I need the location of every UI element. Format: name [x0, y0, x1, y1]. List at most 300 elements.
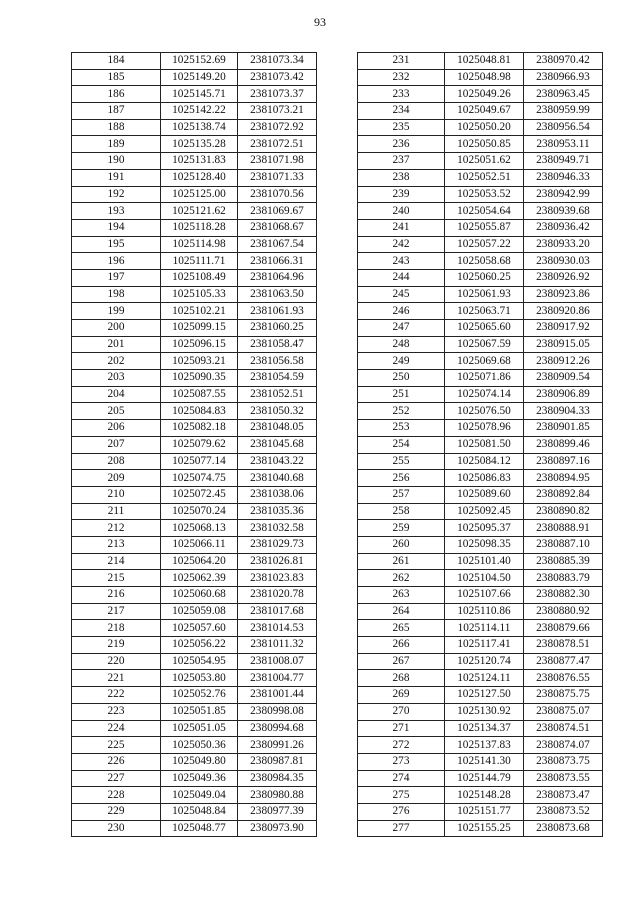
y-coordinate-cell: 2381001.44	[238, 687, 317, 704]
x-coordinate-cell: 1025064.20	[161, 553, 238, 570]
y-coordinate-cell: 2381073.21	[238, 103, 317, 120]
point-number-cell: 185	[72, 69, 161, 86]
y-coordinate-cell: 2380942.99	[524, 186, 603, 203]
y-coordinate-cell: 2380991.26	[238, 737, 317, 754]
point-number-cell: 265	[358, 620, 445, 637]
x-coordinate-cell: 1025049.67	[445, 103, 524, 120]
x-coordinate-cell: 1025060.68	[161, 587, 238, 604]
x-coordinate-cell: 1025114.11	[445, 620, 524, 637]
point-number-cell: 233	[358, 86, 445, 103]
table-row	[72, 353, 317, 370]
x-coordinate-cell: 1025135.28	[161, 136, 238, 153]
x-coordinate-cell: 1025050.20	[445, 119, 524, 136]
table-row	[72, 503, 317, 520]
x-coordinate-cell: 1025049.80	[161, 753, 238, 770]
y-coordinate-cell: 2380987.81	[238, 753, 317, 770]
point-number-cell: 213	[72, 536, 161, 553]
x-coordinate-cell: 1025055.87	[445, 219, 524, 236]
table-row	[358, 86, 603, 103]
y-coordinate-cell: 2381004.77	[238, 670, 317, 687]
table-row	[72, 820, 317, 837]
y-coordinate-cell: 2381052.51	[238, 386, 317, 403]
table-row	[72, 403, 317, 420]
table-row	[72, 687, 317, 704]
point-number-cell: 244	[358, 269, 445, 286]
x-coordinate-cell: 1025148.28	[445, 787, 524, 804]
x-coordinate-cell: 1025134.37	[445, 720, 524, 737]
y-coordinate-cell: 2381040.68	[238, 470, 317, 487]
point-number-cell: 271	[358, 720, 445, 737]
point-number-cell: 190	[72, 153, 161, 170]
x-coordinate-cell: 1025131.83	[161, 153, 238, 170]
table-row	[358, 236, 603, 253]
x-coordinate-cell: 1025048.98	[445, 69, 524, 86]
point-number-cell: 202	[72, 353, 161, 370]
point-number-cell: 205	[72, 403, 161, 420]
x-coordinate-cell: 1025108.49	[161, 269, 238, 286]
y-coordinate-cell: 2380920.86	[524, 303, 603, 320]
y-coordinate-cell: 2380970.42	[524, 53, 603, 70]
x-coordinate-cell: 1025138.74	[161, 119, 238, 136]
x-coordinate-cell: 1025142.22	[161, 103, 238, 120]
y-coordinate-cell: 2380873.75	[524, 753, 603, 770]
point-number-cell: 236	[358, 136, 445, 153]
coordinates-table-right-body	[358, 53, 603, 837]
x-coordinate-cell: 1025061.93	[445, 286, 524, 303]
point-number-cell: 259	[358, 520, 445, 537]
x-coordinate-cell: 1025063.71	[445, 303, 524, 320]
point-number-cell: 252	[358, 403, 445, 420]
y-coordinate-cell: 2381072.51	[238, 136, 317, 153]
table-row	[72, 336, 317, 353]
table-row	[358, 336, 603, 353]
y-coordinate-cell: 2380878.51	[524, 637, 603, 654]
table-row	[358, 620, 603, 637]
x-coordinate-cell: 1025060.25	[445, 269, 524, 286]
x-coordinate-cell: 1025130.92	[445, 703, 524, 720]
x-coordinate-cell: 1025054.95	[161, 653, 238, 670]
table-row	[358, 403, 603, 420]
table-row	[72, 753, 317, 770]
table-row	[72, 136, 317, 153]
table-row	[358, 370, 603, 387]
y-coordinate-cell: 2380892.84	[524, 486, 603, 503]
x-coordinate-cell: 1025051.62	[445, 153, 524, 170]
y-coordinate-cell: 2381067.54	[238, 236, 317, 253]
table-row	[72, 219, 317, 236]
table-row	[72, 587, 317, 604]
y-coordinate-cell: 2381056.58	[238, 353, 317, 370]
table-row	[72, 386, 317, 403]
point-number-cell: 241	[358, 219, 445, 236]
table-row	[358, 269, 603, 286]
x-coordinate-cell: 1025087.55	[161, 386, 238, 403]
x-coordinate-cell: 1025111.71	[161, 253, 238, 270]
y-coordinate-cell: 2380899.46	[524, 436, 603, 453]
y-coordinate-cell: 2381026.81	[238, 553, 317, 570]
y-coordinate-cell: 2380883.79	[524, 570, 603, 587]
x-coordinate-cell: 1025057.22	[445, 236, 524, 253]
table-row	[72, 637, 317, 654]
point-number-cell: 230	[72, 820, 161, 837]
table-row	[72, 770, 317, 787]
table-row	[358, 687, 603, 704]
point-number-cell: 243	[358, 253, 445, 270]
table-row	[72, 703, 317, 720]
x-coordinate-cell: 1025107.66	[445, 587, 524, 604]
y-coordinate-cell: 2380923.86	[524, 286, 603, 303]
table-row	[72, 536, 317, 553]
table-row	[72, 153, 317, 170]
table-row	[358, 153, 603, 170]
table-row	[72, 253, 317, 270]
y-coordinate-cell: 2381061.93	[238, 303, 317, 320]
y-coordinate-cell: 2380994.68	[238, 720, 317, 737]
table-row	[72, 303, 317, 320]
x-coordinate-cell: 1025096.15	[161, 336, 238, 353]
y-coordinate-cell: 2381008.07	[238, 653, 317, 670]
y-coordinate-cell: 2380906.89	[524, 386, 603, 403]
y-coordinate-cell: 2381014.53	[238, 620, 317, 637]
point-number-cell: 216	[72, 587, 161, 604]
table-row	[358, 820, 603, 837]
y-coordinate-cell: 2380904.33	[524, 403, 603, 420]
point-number-cell: 268	[358, 670, 445, 687]
point-number-cell: 234	[358, 103, 445, 120]
table-row	[358, 787, 603, 804]
table-row	[72, 53, 317, 70]
x-coordinate-cell: 1025101.40	[445, 553, 524, 570]
x-coordinate-cell: 1025098.35	[445, 536, 524, 553]
x-coordinate-cell: 1025099.15	[161, 320, 238, 337]
x-coordinate-cell: 1025149.20	[161, 69, 238, 86]
y-coordinate-cell: 2381073.34	[238, 53, 317, 70]
y-coordinate-cell: 2381064.96	[238, 269, 317, 286]
table-row	[358, 286, 603, 303]
table-row	[72, 320, 317, 337]
table-row	[358, 186, 603, 203]
y-coordinate-cell: 2380963.45	[524, 86, 603, 103]
point-number-cell: 184	[72, 53, 161, 70]
x-coordinate-cell: 1025065.60	[445, 320, 524, 337]
table-row	[358, 453, 603, 470]
point-number-cell: 275	[358, 787, 445, 804]
y-coordinate-cell: 2380901.85	[524, 420, 603, 437]
x-coordinate-cell: 1025095.37	[445, 520, 524, 537]
y-coordinate-cell: 2380949.71	[524, 153, 603, 170]
table-row	[358, 353, 603, 370]
x-coordinate-cell: 1025117.41	[445, 637, 524, 654]
x-coordinate-cell: 1025090.35	[161, 370, 238, 387]
table-row	[358, 69, 603, 86]
point-number-cell: 272	[358, 737, 445, 754]
x-coordinate-cell: 1025059.08	[161, 603, 238, 620]
point-number-cell: 200	[72, 320, 161, 337]
table-row	[358, 720, 603, 737]
point-number-cell: 226	[72, 753, 161, 770]
point-number-cell: 253	[358, 420, 445, 437]
y-coordinate-cell: 2380890.82	[524, 503, 603, 520]
y-coordinate-cell: 2380885.39	[524, 553, 603, 570]
table-row	[358, 803, 603, 820]
x-coordinate-cell: 1025053.80	[161, 670, 238, 687]
page-number: 93	[314, 15, 326, 29]
x-coordinate-cell: 1025062.39	[161, 570, 238, 587]
x-coordinate-cell: 1025069.68	[445, 353, 524, 370]
table-row	[72, 653, 317, 670]
x-coordinate-cell: 1025144.79	[445, 770, 524, 787]
table-row	[358, 219, 603, 236]
x-coordinate-cell: 1025051.85	[161, 703, 238, 720]
x-coordinate-cell: 1025048.77	[161, 820, 238, 837]
table-row	[72, 420, 317, 437]
x-coordinate-cell: 1025048.84	[161, 803, 238, 820]
x-coordinate-cell: 1025128.40	[161, 169, 238, 186]
x-coordinate-cell: 1025155.25	[445, 820, 524, 837]
table-row	[358, 486, 603, 503]
x-coordinate-cell: 1025121.62	[161, 203, 238, 220]
point-number-cell: 214	[72, 553, 161, 570]
y-coordinate-cell: 2380946.33	[524, 169, 603, 186]
y-coordinate-cell: 2381063.50	[238, 286, 317, 303]
point-number-cell: 261	[358, 553, 445, 570]
table-row	[72, 453, 317, 470]
y-coordinate-cell: 2380956.54	[524, 119, 603, 136]
y-coordinate-cell: 2380933.20	[524, 236, 603, 253]
point-number-cell: 242	[358, 236, 445, 253]
y-coordinate-cell: 2380887.10	[524, 536, 603, 553]
table-row	[358, 587, 603, 604]
table-row	[72, 520, 317, 537]
point-number-cell: 188	[72, 119, 161, 136]
point-number-cell: 209	[72, 470, 161, 487]
table-row	[358, 653, 603, 670]
y-coordinate-cell: 2380875.07	[524, 703, 603, 720]
table-row	[358, 253, 603, 270]
point-number-cell: 256	[358, 470, 445, 487]
y-coordinate-cell: 2381070.56	[238, 186, 317, 203]
table-row	[72, 553, 317, 570]
point-number-cell: 262	[358, 570, 445, 587]
point-number-cell: 193	[72, 203, 161, 220]
point-number-cell: 210	[72, 486, 161, 503]
y-coordinate-cell: 2381071.98	[238, 153, 317, 170]
y-coordinate-cell: 2380909.54	[524, 370, 603, 387]
x-coordinate-cell: 1025053.52	[445, 186, 524, 203]
y-coordinate-cell: 2380915.05	[524, 336, 603, 353]
point-number-cell: 257	[358, 486, 445, 503]
x-coordinate-cell: 1025118.28	[161, 219, 238, 236]
point-number-cell: 258	[358, 503, 445, 520]
x-coordinate-cell: 1025082.18	[161, 420, 238, 437]
table-row	[358, 136, 603, 153]
point-number-cell: 218	[72, 620, 161, 637]
point-number-cell: 195	[72, 236, 161, 253]
x-coordinate-cell: 1025076.50	[445, 403, 524, 420]
coordinates-table-right	[357, 52, 603, 837]
x-coordinate-cell: 1025052.51	[445, 169, 524, 186]
y-coordinate-cell: 2381032.58	[238, 520, 317, 537]
x-coordinate-cell: 1025074.75	[161, 470, 238, 487]
point-number-cell: 223	[72, 703, 161, 720]
x-coordinate-cell: 1025072.45	[161, 486, 238, 503]
point-number-cell: 250	[358, 370, 445, 387]
point-number-cell: 212	[72, 520, 161, 537]
y-coordinate-cell: 2381058.47	[238, 336, 317, 353]
y-coordinate-cell: 2381066.31	[238, 253, 317, 270]
y-coordinate-cell: 2381017.68	[238, 603, 317, 620]
y-coordinate-cell: 2380873.55	[524, 770, 603, 787]
x-coordinate-cell: 1025124.11	[445, 670, 524, 687]
x-coordinate-cell: 1025058.68	[445, 253, 524, 270]
table-row	[358, 436, 603, 453]
point-number-cell: 222	[72, 687, 161, 704]
x-coordinate-cell: 1025050.36	[161, 737, 238, 754]
x-coordinate-cell: 1025120.74	[445, 653, 524, 670]
point-number-cell: 211	[72, 503, 161, 520]
y-coordinate-cell: 2381069.67	[238, 203, 317, 220]
point-number-cell: 228	[72, 787, 161, 804]
point-number-cell: 196	[72, 253, 161, 270]
point-number-cell: 232	[358, 69, 445, 86]
x-coordinate-cell: 1025145.71	[161, 86, 238, 103]
point-number-cell: 201	[72, 336, 161, 353]
point-number-cell: 276	[358, 803, 445, 820]
x-coordinate-cell: 1025089.60	[445, 486, 524, 503]
y-coordinate-cell: 2381035.36	[238, 503, 317, 520]
table-row	[358, 303, 603, 320]
table-row	[358, 753, 603, 770]
y-coordinate-cell: 2381071.33	[238, 169, 317, 186]
x-coordinate-cell: 1025127.50	[445, 687, 524, 704]
y-coordinate-cell: 2380874.51	[524, 720, 603, 737]
point-number-cell: 240	[358, 203, 445, 220]
table-row	[72, 803, 317, 820]
y-coordinate-cell: 2380926.92	[524, 269, 603, 286]
x-coordinate-cell: 1025125.00	[161, 186, 238, 203]
y-coordinate-cell: 2380894.95	[524, 470, 603, 487]
point-number-cell: 191	[72, 169, 161, 186]
table-row	[72, 86, 317, 103]
table-row	[72, 236, 317, 253]
y-coordinate-cell: 2381020.78	[238, 587, 317, 604]
point-number-cell: 198	[72, 286, 161, 303]
x-coordinate-cell: 1025049.36	[161, 770, 238, 787]
x-coordinate-cell: 1025081.50	[445, 436, 524, 453]
point-number-cell: 264	[358, 603, 445, 620]
table-row	[358, 737, 603, 754]
table-row	[358, 386, 603, 403]
point-number-cell: 267	[358, 653, 445, 670]
x-coordinate-cell: 1025137.83	[445, 737, 524, 754]
point-number-cell: 277	[358, 820, 445, 837]
point-number-cell: 246	[358, 303, 445, 320]
table-row	[72, 370, 317, 387]
table-row	[358, 169, 603, 186]
point-number-cell: 203	[72, 370, 161, 387]
table-row	[72, 737, 317, 754]
point-number-cell: 229	[72, 803, 161, 820]
y-coordinate-cell: 2380877.47	[524, 653, 603, 670]
x-coordinate-cell: 1025077.14	[161, 453, 238, 470]
point-number-cell: 189	[72, 136, 161, 153]
table-row	[72, 203, 317, 220]
y-coordinate-cell: 2380984.35	[238, 770, 317, 787]
point-number-cell: 194	[72, 219, 161, 236]
y-coordinate-cell: 2381038.06	[238, 486, 317, 503]
table-row	[358, 703, 603, 720]
x-coordinate-cell: 1025110.86	[445, 603, 524, 620]
coordinates-table-left	[71, 52, 317, 837]
point-number-cell: 187	[72, 103, 161, 120]
table-row	[358, 670, 603, 687]
point-number-cell: 270	[358, 703, 445, 720]
x-coordinate-cell: 1025057.60	[161, 620, 238, 637]
y-coordinate-cell: 2380873.68	[524, 820, 603, 837]
y-coordinate-cell: 2380874.07	[524, 737, 603, 754]
y-coordinate-cell: 2380875.75	[524, 687, 603, 704]
point-number-cell: 227	[72, 770, 161, 787]
table-row	[358, 770, 603, 787]
table-row	[358, 570, 603, 587]
table-row	[72, 620, 317, 637]
x-coordinate-cell: 1025084.83	[161, 403, 238, 420]
y-coordinate-cell: 2381068.67	[238, 219, 317, 236]
x-coordinate-cell: 1025152.69	[161, 53, 238, 70]
point-number-cell: 215	[72, 570, 161, 587]
table-row	[72, 186, 317, 203]
point-number-cell: 269	[358, 687, 445, 704]
x-coordinate-cell: 1025086.83	[445, 470, 524, 487]
point-number-cell: 235	[358, 119, 445, 136]
x-coordinate-cell: 1025102.21	[161, 303, 238, 320]
table-row	[358, 420, 603, 437]
x-coordinate-cell: 1025078.96	[445, 420, 524, 437]
x-coordinate-cell: 1025092.45	[445, 503, 524, 520]
table-row	[358, 119, 603, 136]
point-number-cell: 208	[72, 453, 161, 470]
table-row	[72, 720, 317, 737]
x-coordinate-cell: 1025049.04	[161, 787, 238, 804]
x-coordinate-cell: 1025051.05	[161, 720, 238, 737]
y-coordinate-cell: 2380873.47	[524, 787, 603, 804]
x-coordinate-cell: 1025141.30	[445, 753, 524, 770]
table-row	[358, 320, 603, 337]
y-coordinate-cell: 2381011.32	[238, 637, 317, 654]
table-row	[358, 603, 603, 620]
table-row	[72, 119, 317, 136]
point-number-cell: 225	[72, 737, 161, 754]
x-coordinate-cell: 1025049.26	[445, 86, 524, 103]
y-coordinate-cell: 2380966.93	[524, 69, 603, 86]
y-coordinate-cell: 2380873.52	[524, 803, 603, 820]
point-number-cell: 231	[358, 53, 445, 70]
y-coordinate-cell: 2380897.16	[524, 453, 603, 470]
table-row	[358, 520, 603, 537]
y-coordinate-cell: 2381072.92	[238, 119, 317, 136]
x-coordinate-cell: 1025050.85	[445, 136, 524, 153]
x-coordinate-cell: 1025114.98	[161, 236, 238, 253]
x-coordinate-cell: 1025084.12	[445, 453, 524, 470]
point-number-cell: 266	[358, 637, 445, 654]
x-coordinate-cell: 1025105.33	[161, 286, 238, 303]
y-coordinate-cell: 2380936.42	[524, 219, 603, 236]
x-coordinate-cell: 1025071.86	[445, 370, 524, 387]
table-row	[72, 169, 317, 186]
x-coordinate-cell: 1025067.59	[445, 336, 524, 353]
table-row	[72, 470, 317, 487]
y-coordinate-cell: 2380973.90	[238, 820, 317, 837]
